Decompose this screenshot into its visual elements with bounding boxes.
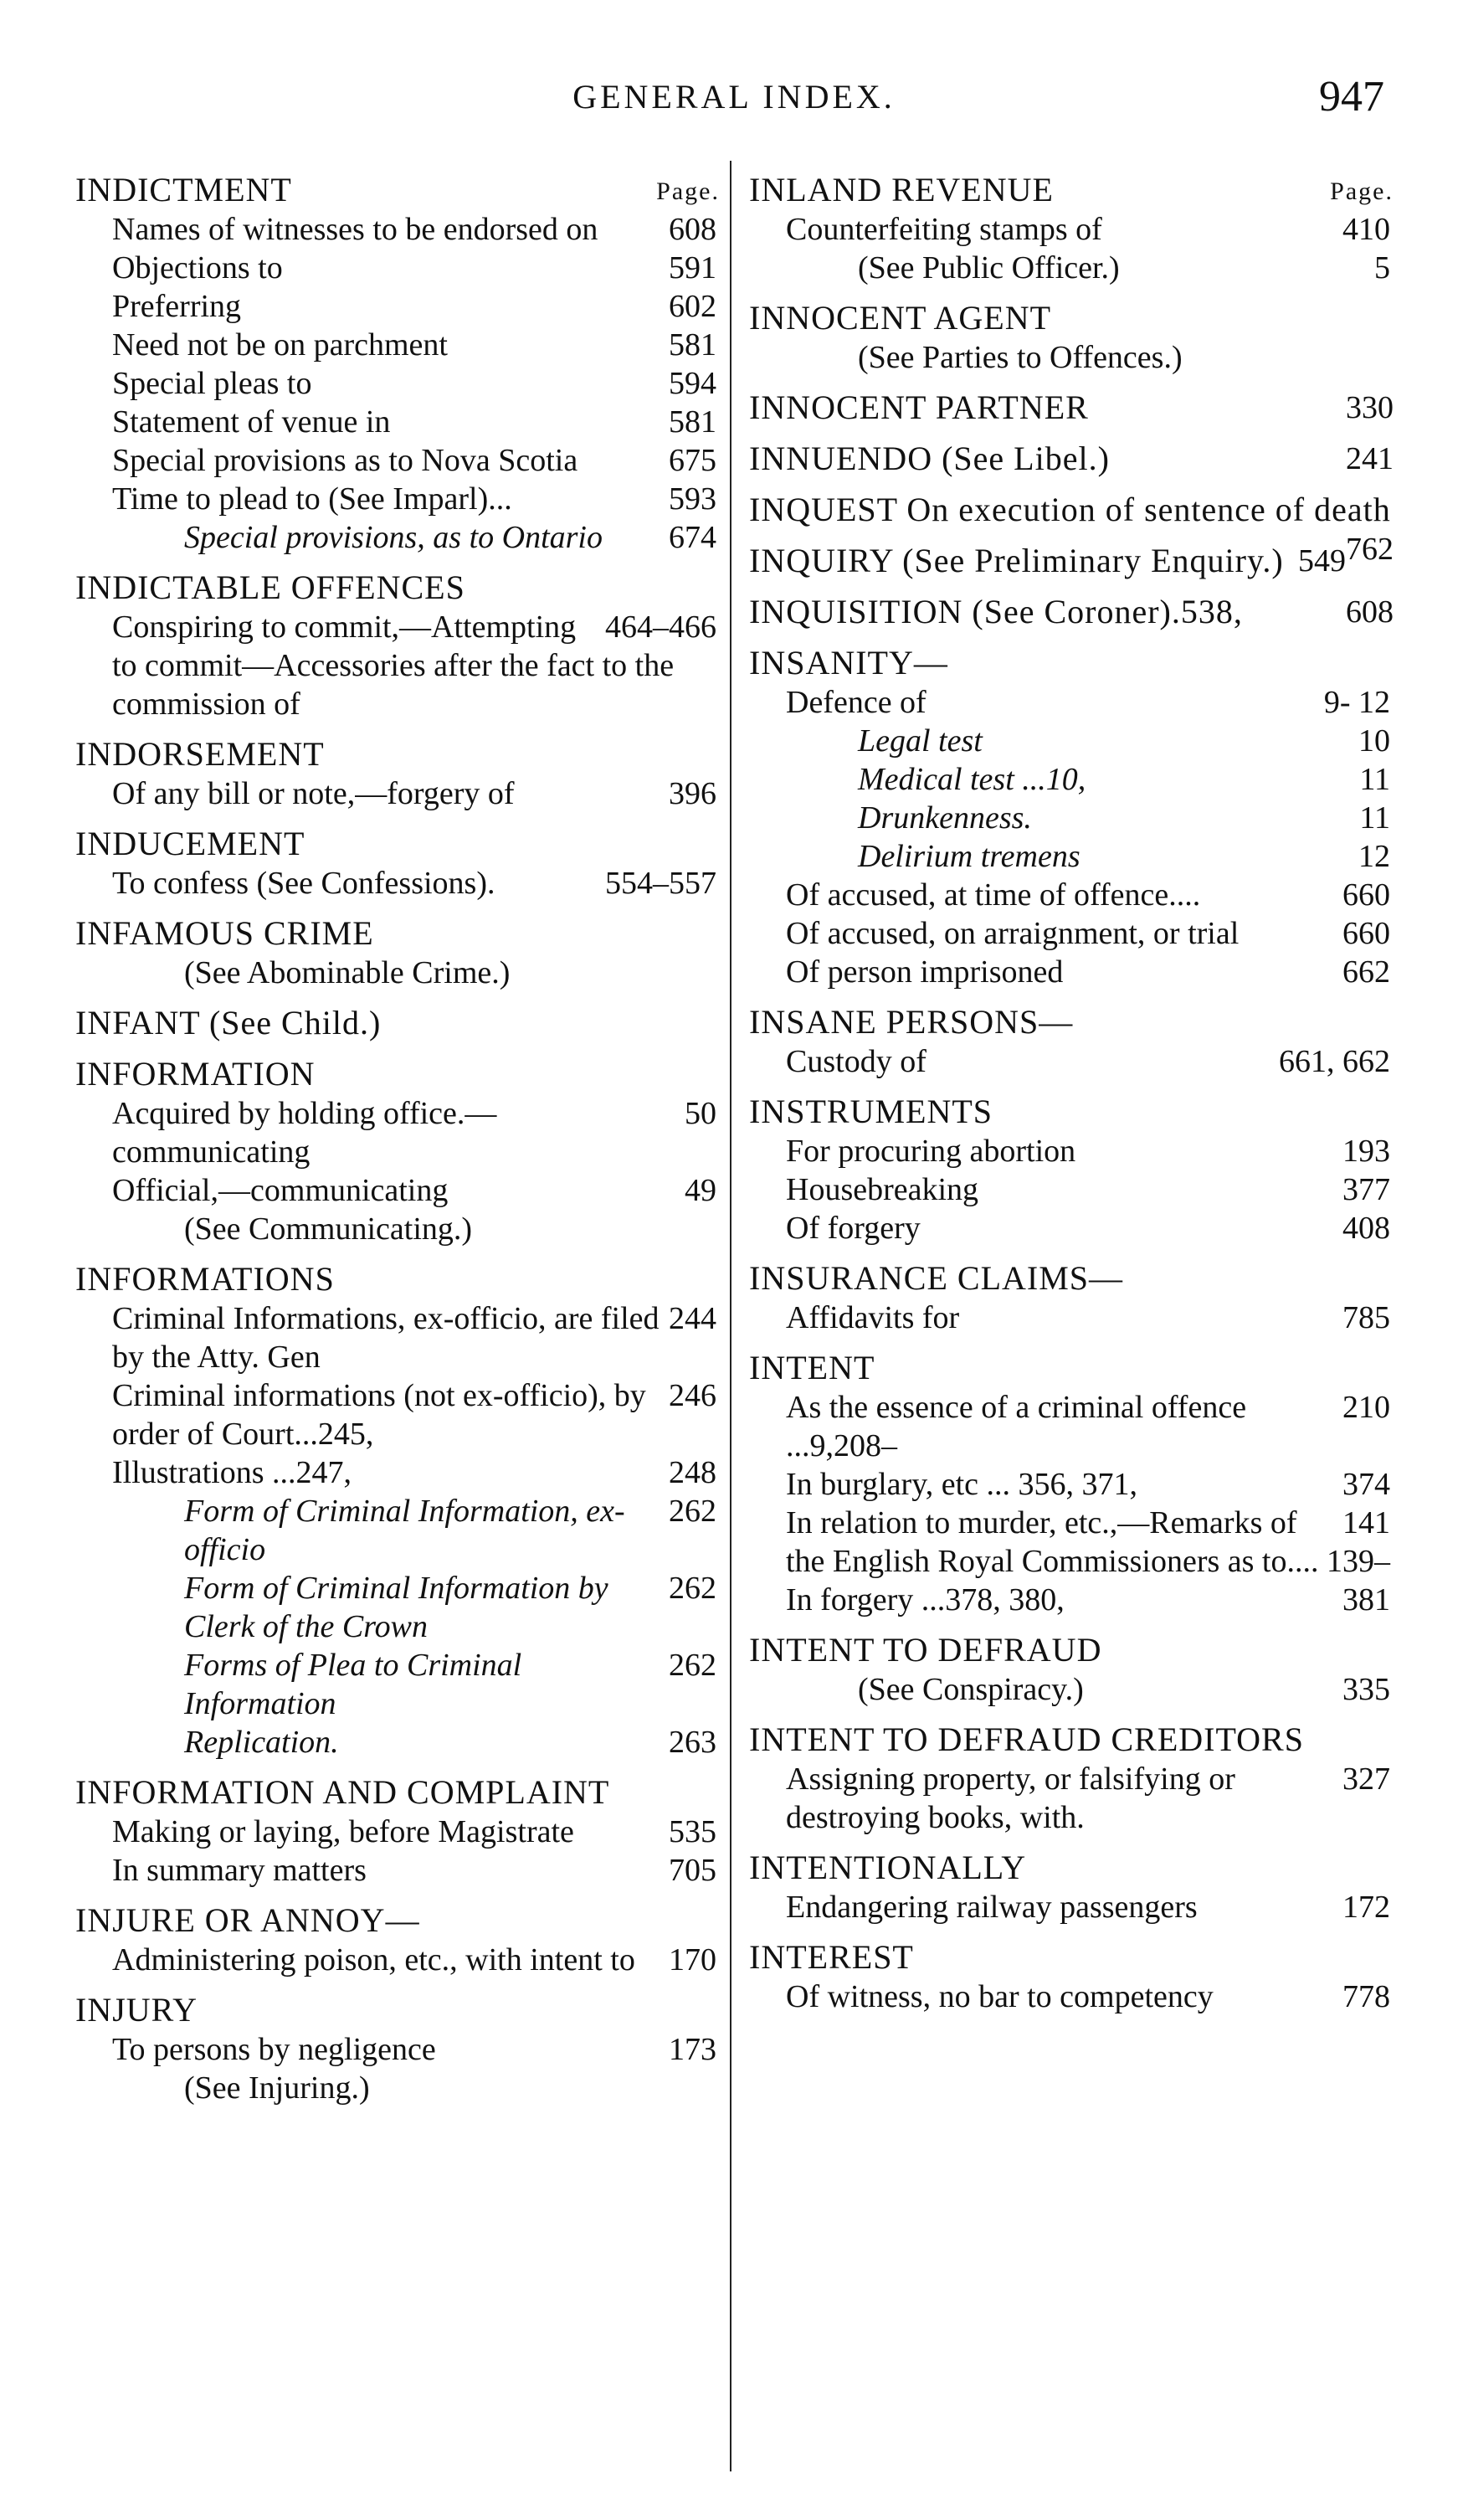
entry-text: Special provisions as to Nova Scotia (112, 443, 578, 478)
column-divider (730, 161, 731, 2471)
heading-text: INJURE OR ANNOY— (75, 1901, 420, 1939)
index-heading (75, 568, 720, 608)
page-ref: 262 (669, 1648, 716, 1683)
index-entry (749, 683, 1394, 722)
index-entry (75, 1453, 720, 1492)
index-entry (75, 249, 720, 287)
entry-text: Criminal Informations, ex-officio, are filed by the Atty. Gen (112, 1301, 660, 1375)
entry-text: Special provisions, as to Ontario (184, 520, 603, 555)
index-entry (749, 1299, 1394, 1337)
index-heading (749, 1093, 1394, 1132)
entry-text: Counterfeiting stamps of (786, 212, 1102, 247)
index-heading (749, 171, 1394, 210)
index-entry (749, 1504, 1394, 1581)
page-ref: 173 (669, 2032, 716, 2067)
sub-entry (749, 760, 1394, 799)
index-entry (75, 210, 720, 249)
running-head (75, 73, 1393, 127)
entry-text: Criminal informations (not ex-officio), by order of Court...245, (112, 1378, 646, 1452)
running-title: GENERAL INDEX. (572, 78, 896, 116)
index-entry (749, 210, 1394, 249)
page-ref: 327 (1342, 1761, 1390, 1797)
entry-text: Administering poison, etc., with intent to (112, 1942, 635, 1977)
sub-entry (749, 799, 1394, 837)
page-ref: 244 (669, 1301, 716, 1336)
page-ref: 410 (1342, 212, 1390, 247)
heading-text: INFAMOUS CRIME (75, 914, 374, 952)
index-heading (75, 735, 720, 774)
index-heading (749, 593, 1394, 632)
heading-text: INQUIRY (See Preliminary Enquiry.) (749, 542, 1284, 579)
entry-text: (See Abominable Crime.) (184, 955, 511, 990)
index-entry (75, 774, 720, 813)
heading-text: INTEREST (749, 1938, 914, 1976)
entry-text: Affidavits for (786, 1300, 960, 1335)
heading-text: INFORMATIONS (75, 1260, 335, 1298)
entry-text: Making or laying, before Magistrate (112, 1814, 574, 1849)
page-ref: 248 (669, 1455, 716, 1490)
entry-text: (See Public Officer.) (858, 250, 1120, 285)
page-ref: 210 (1342, 1390, 1390, 1425)
entry-text: Special pleas to (112, 366, 312, 401)
index-entry (75, 1851, 720, 1890)
index-entry (75, 326, 720, 364)
entry-text: (See Communicating.) (184, 1211, 473, 1247)
right-column (749, 159, 1394, 2016)
entry-text: (See Conspiracy.) (858, 1672, 1084, 1707)
heading-text: INLAND REVENUE (749, 171, 1054, 208)
heading-text: INFORMATION AND COMPLAINT (75, 1773, 610, 1811)
entry-text: In forgery ...378, 380, (786, 1582, 1065, 1617)
entry-text: Of forgery (786, 1211, 921, 1246)
index-heading (75, 1055, 720, 1094)
page-ref: 10 (1358, 723, 1390, 759)
index-entry (749, 1888, 1394, 1926)
index-heading (749, 1938, 1394, 1977)
index-entry (749, 876, 1394, 914)
heading-text: INDORSEMENT (75, 735, 325, 773)
see-reference (75, 2069, 720, 2107)
index-heading (749, 388, 1394, 428)
heading-text: INTENT TO DEFRAUD CREDITORS (749, 1720, 1304, 1758)
entry-text: Endangering railway passengers (786, 1890, 1198, 1925)
page-ref: 602 (669, 289, 716, 324)
heading-text: INFORMATION (75, 1055, 316, 1093)
page-number: 947 (1319, 73, 1384, 121)
see-reference (749, 249, 1394, 287)
index-entry (75, 1813, 720, 1851)
index-entry (75, 480, 720, 518)
page-ref: 335 (1342, 1672, 1390, 1707)
heading-text: INTENTIONALLY (749, 1849, 1027, 1886)
index-entry (75, 1376, 720, 1453)
left-column (75, 159, 720, 2107)
entry-text: (See Parties to Offences.) (858, 340, 1183, 375)
entry-text: In summary matters (112, 1853, 367, 1888)
index-heading (75, 1004, 720, 1043)
entry-text: Form of Criminal Information by Clerk of the Crown (184, 1571, 608, 1644)
entry-text: Of person imprisoned (786, 954, 1064, 990)
entry-text: Medical test ...10, (858, 762, 1086, 797)
heading-text: INNUENDO (See Libel.) (749, 440, 1110, 477)
heading-text: INDICTMENT (75, 171, 292, 208)
page-ref: 608 (669, 212, 716, 247)
page-ref: 262 (669, 1494, 716, 1529)
entry-text: Conspiring to commit,—Attempting to commit—Accessories after the fact to the commission of (112, 609, 675, 722)
entry-text: Time to plead to (See Imparl)... (112, 481, 512, 517)
index-heading (749, 1259, 1394, 1299)
index-heading (75, 1260, 720, 1299)
entry-text: In burglary, etc ... 356, 371, (786, 1467, 1138, 1502)
entry-text: As the essence of a criminal offence ...9,208– (786, 1390, 1247, 1463)
heading-text: INQUISITION (See Coroner).538, (749, 593, 1243, 630)
page-ref: 674 (669, 520, 716, 555)
page-ref: 263 (669, 1725, 716, 1760)
page-ref: 193 (1342, 1134, 1390, 1169)
entry-text: (See Injuring.) (184, 2070, 370, 2106)
sub-entry (75, 1723, 720, 1761)
index-entry (75, 403, 720, 441)
index-entry (75, 1094, 720, 1171)
entry-text: Official,—communicating (112, 1173, 449, 1208)
page-ref: 5 (1374, 250, 1390, 285)
index-entry (75, 608, 720, 723)
index-entry (75, 1171, 720, 1210)
heading-text: INNOCENT AGENT (749, 299, 1052, 337)
page-ref: 141 (1342, 1505, 1390, 1540)
index-entry (749, 1209, 1394, 1247)
index-heading (75, 1901, 720, 1941)
entry-text: Objections to (112, 250, 283, 285)
sub-entry (75, 1646, 720, 1723)
entry-text: In relation to murder, etc.,—Remarks of the English Royal Commissioners as to.... 139– (786, 1505, 1390, 1579)
page-ref: 594 (669, 366, 716, 401)
page-ref: 785 (1342, 1300, 1390, 1335)
entry-text: Replication. (184, 1725, 339, 1760)
entry-text: Form of Criminal Information, ex-officio (184, 1494, 625, 1567)
index-entry (75, 1941, 720, 1979)
entry-text: Acquired by holding office.—communicating (112, 1096, 497, 1170)
entry-text: To persons by negligence (112, 2032, 436, 2067)
index-entry (75, 2030, 720, 2069)
entry-text: Preferring (112, 289, 242, 324)
entry-text: Names of witnesses to be endorsed on (112, 212, 598, 247)
page-ref: 172 (1342, 1890, 1390, 1925)
entry-text: Assigning property, or falsifying or destroying books, with. (786, 1761, 1235, 1835)
page-ref: 170 (669, 1942, 716, 1977)
page-ref: 464–466 (605, 609, 716, 645)
sub-entry (75, 518, 720, 557)
index-entry (749, 1977, 1394, 2016)
entry-text: Drunkenness. (858, 800, 1032, 836)
page-ref: 246 (669, 1378, 716, 1413)
index-entry (749, 1465, 1394, 1504)
entry-text: To confess (See Confessions). (112, 866, 495, 901)
index-heading (749, 440, 1394, 479)
page-ref: 662 (1342, 954, 1390, 990)
heading-text: INDICTABLE OFFENCES (75, 568, 465, 606)
index-entry (75, 864, 720, 903)
page-ref: 396 (669, 776, 716, 811)
heading-text: INSURANCE CLAIMS— (749, 1259, 1124, 1297)
page-ref: 241 (1346, 441, 1394, 476)
page-ref: 549 (1298, 543, 1346, 579)
entry-text: Delirium tremens (858, 839, 1080, 874)
index-entry (749, 1170, 1394, 1209)
index-heading (75, 1773, 720, 1813)
entry-text: Legal test (858, 723, 983, 759)
page-ref: 705 (669, 1853, 716, 1888)
sub-entry (749, 837, 1394, 876)
index-heading (749, 1003, 1394, 1042)
heading-text: INTENT TO DEFRAUD (749, 1631, 1102, 1669)
index-heading (75, 1991, 720, 2030)
page-ref: 262 (669, 1571, 716, 1606)
entry-text: Forms of Plea to Criminal Information (184, 1648, 522, 1721)
entry-text: Housebreaking (786, 1172, 979, 1207)
index-heading (749, 1349, 1394, 1388)
sub-entry (75, 1569, 720, 1646)
index-entry (75, 1299, 720, 1376)
index-entry (749, 1388, 1394, 1465)
page-ref: 50 (685, 1096, 716, 1131)
index-heading (75, 914, 720, 954)
page-ref: 581 (669, 404, 716, 440)
index-entry (749, 914, 1394, 953)
sub-entry (75, 1492, 720, 1569)
entry-text: Illustrations ...247, (112, 1455, 352, 1490)
heading-text: INSANITY— (749, 644, 948, 681)
heading-text: INNOCENT PARTNER (749, 388, 1089, 426)
entry-text: Of any bill or note,—forgery of (112, 776, 515, 811)
index-entry (749, 1042, 1394, 1081)
heading-text: INSTRUMENTS (749, 1093, 993, 1130)
index-entry (749, 953, 1394, 991)
page-ref: 11 (1359, 762, 1390, 797)
page-ref: 581 (669, 327, 716, 363)
page-ref: 675 (669, 443, 716, 478)
page-ref: 408 (1342, 1211, 1390, 1246)
index-heading (749, 1720, 1394, 1760)
page-column-label: Page. (656, 177, 720, 205)
index-entry (749, 1760, 1394, 1837)
page-ref: 554–557 (605, 866, 716, 901)
heading-text: INSANE PERSONS— (749, 1003, 1074, 1041)
index-heading (749, 542, 1394, 581)
sub-entry (749, 722, 1394, 760)
see-reference (749, 1670, 1394, 1709)
page-ref: 661, 662 (1279, 1044, 1390, 1079)
index-heading (75, 171, 720, 210)
see-reference (75, 954, 720, 992)
page-ref: 9- 12 (1323, 685, 1390, 720)
entry-text: Need not be on parchment (112, 327, 448, 363)
index-entry (75, 287, 720, 326)
see-reference (75, 1210, 720, 1248)
page-ref: 11 (1359, 800, 1390, 836)
heading-text: INTENT (749, 1349, 875, 1386)
index-heading (749, 644, 1394, 683)
see-reference (749, 338, 1394, 377)
page-ref: 12 (1358, 839, 1390, 874)
page-ref: 778 (1342, 1979, 1390, 2014)
entry-text: Defence of (786, 685, 926, 720)
page-ref: 49 (685, 1173, 716, 1208)
index-heading (749, 1631, 1394, 1670)
heading-text: INJURY (75, 1991, 198, 2029)
page-column-label: Page. (1330, 177, 1394, 205)
heading-text: INDUCEMENT (75, 825, 305, 862)
heading-text: INFANT (See Child.) (75, 1004, 382, 1041)
page-ref: 660 (1342, 916, 1390, 951)
index-heading (749, 299, 1394, 338)
index-heading (749, 1849, 1394, 1888)
entry-text: Of accused, on arraignment, or trial (786, 916, 1240, 951)
page-ref: 591 (669, 250, 716, 285)
page-ref: 660 (1342, 877, 1390, 913)
index-heading (75, 825, 720, 864)
page-ref: 374 (1342, 1467, 1390, 1502)
entry-text: For procuring abortion (786, 1134, 1076, 1169)
entry-text: Of witness, no bar to competency (786, 1979, 1214, 2014)
page-ref: 381 (1342, 1582, 1390, 1617)
page-ref: 377 (1342, 1172, 1390, 1207)
page-ref: 762 (1346, 532, 1394, 567)
page-ref: 593 (669, 481, 716, 517)
index-entry (75, 441, 720, 480)
entry-text: Custody of (786, 1044, 926, 1079)
index-entry (749, 1581, 1394, 1619)
page-ref: 608 (1346, 594, 1394, 630)
index-entry (749, 1132, 1394, 1170)
page-ref: 330 (1346, 390, 1394, 425)
entry-text: Statement of venue in (112, 404, 391, 440)
heading-text: INQUEST On execution of sentence of death (749, 491, 1391, 528)
entry-text: Of accused, at time of offence.... (786, 877, 1201, 913)
page-ref: 535 (669, 1814, 716, 1849)
index-entry (75, 364, 720, 403)
